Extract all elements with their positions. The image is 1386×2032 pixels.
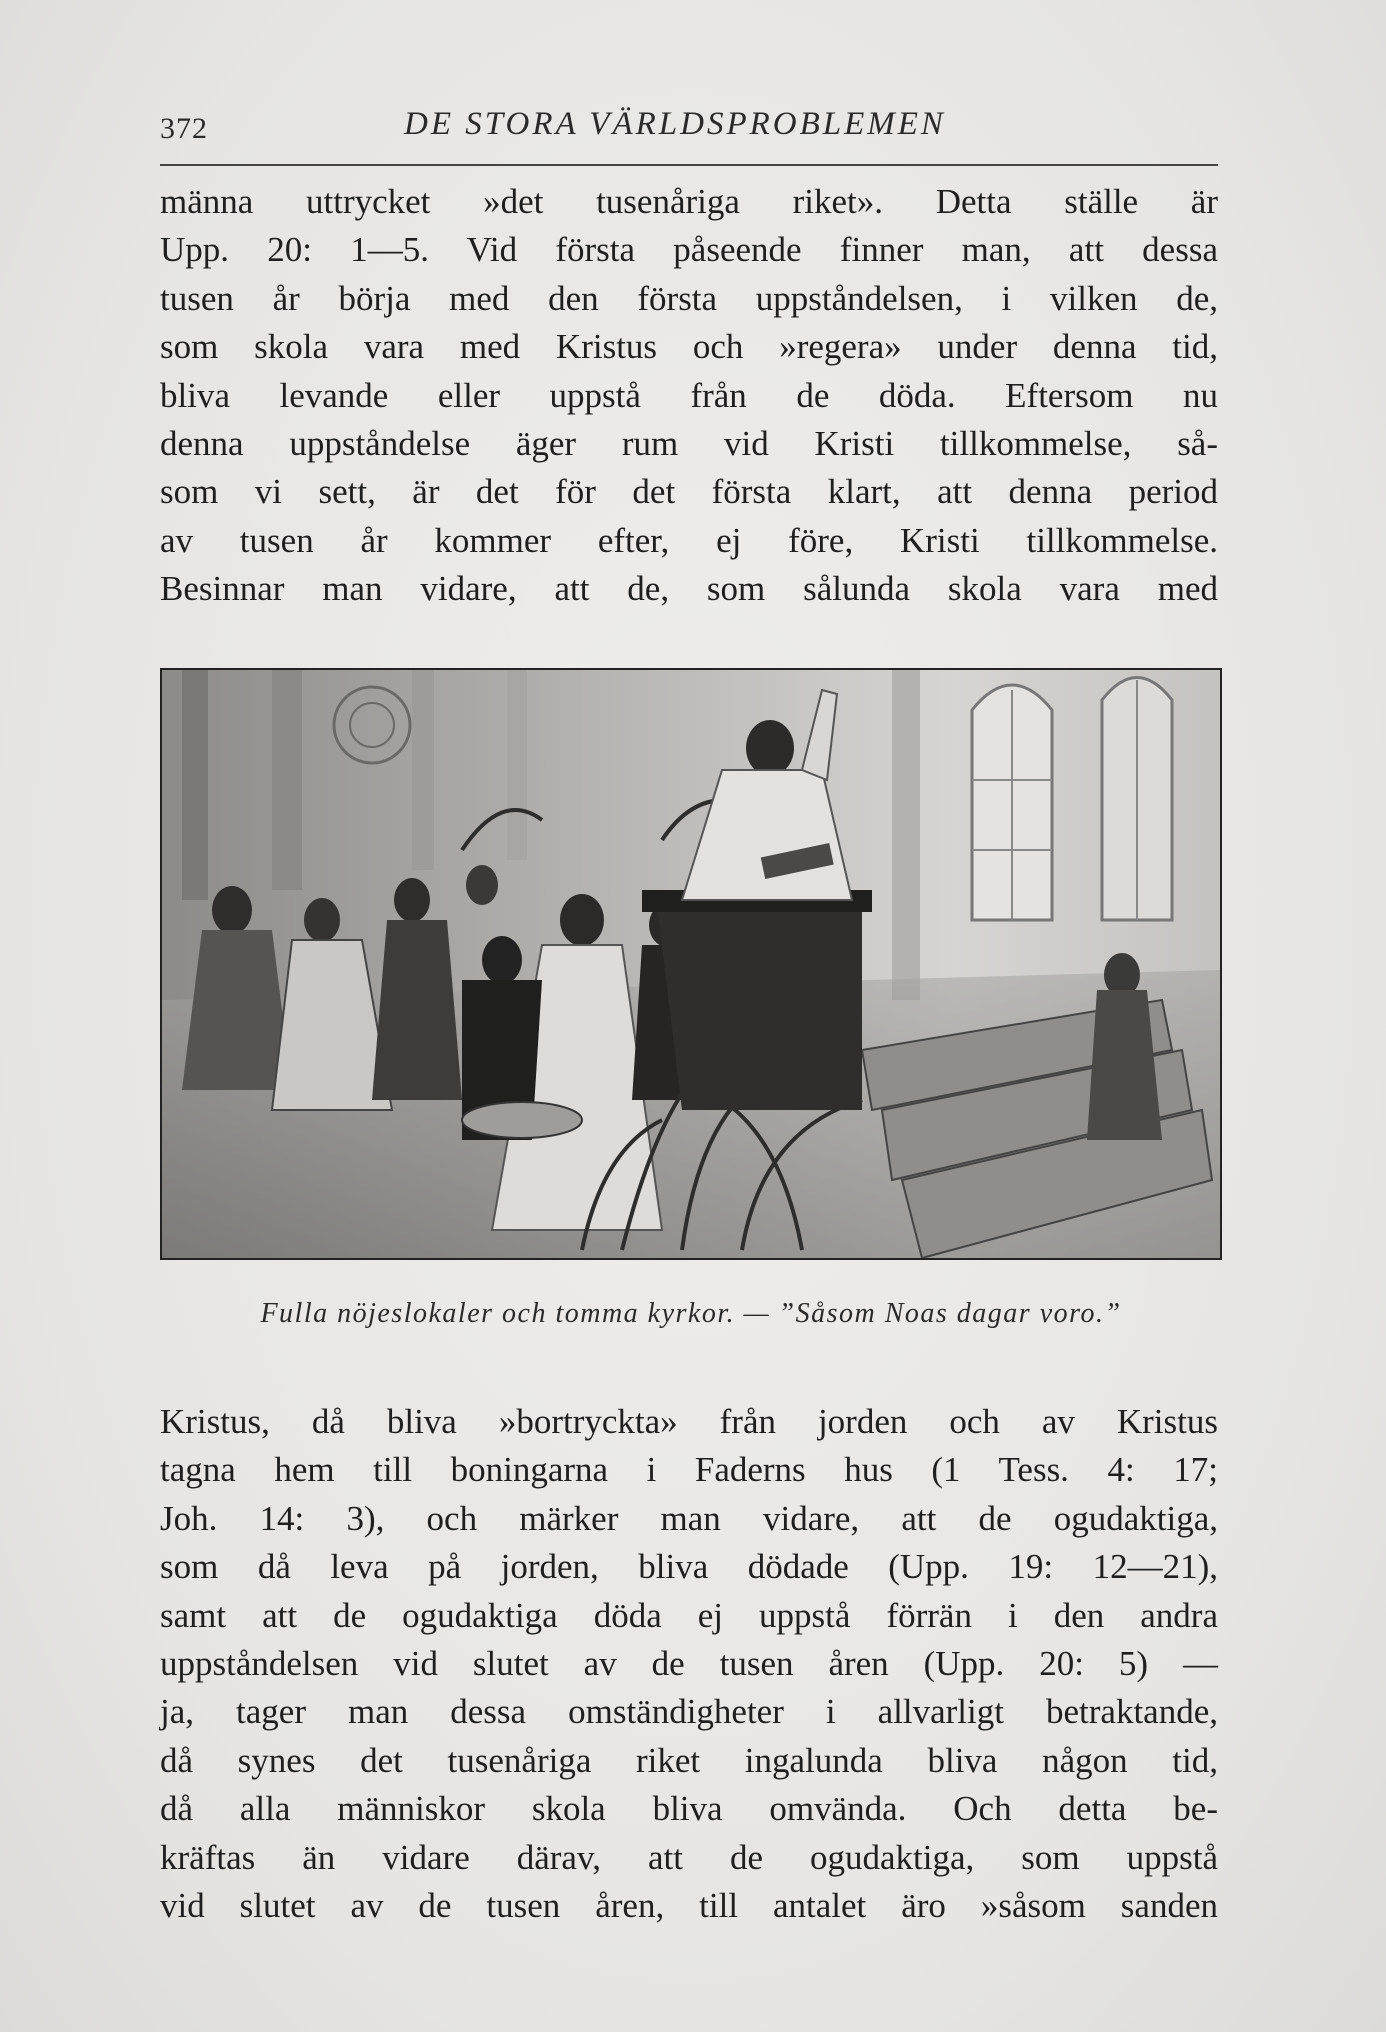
text-line: männa uttrycket »det tusenåriga riket». Detta ställe är	[160, 182, 1218, 221]
text-line: Upp. 20: 1—5. Vid första påseende finner man, att dessa	[160, 230, 1218, 270]
text-line: då alla människor skola bliva omvända. Och detta be-	[160, 1789, 1218, 1829]
text-line: Joh. 14: 3), och märker man vidare, att de ogudaktiga,	[160, 1498, 1218, 1538]
body-text-bottom	[160, 1398, 1218, 1930]
text-line: bliva levande eller uppstå från de döda. Eftersom nu	[160, 375, 1218, 415]
page-header	[160, 104, 1218, 166]
text-line: vid slutet av de tusen åren, till antalet äro »såsom sanden	[160, 1885, 1218, 1925]
running-title: DE STORA VÄRLDSPROBLEMEN	[404, 106, 946, 142]
text-line: som då leva på jorden, bliva dödade (Upp. 19: 12—21),	[160, 1547, 1218, 1587]
text-line: av tusen år kommer efter, ej före, Kristi tillkommelse.	[160, 520, 1218, 560]
text-line: Kristus, då bliva »bortryckta» från jorden och av Kristus	[160, 1402, 1218, 1441]
page-number: 372	[160, 112, 208, 145]
text-line: då synes det tusenåriga riket ingalunda bliva någon tid,	[160, 1740, 1218, 1780]
text-line: uppståndelsen vid slutet av de tusen åren (Upp. 20: 5) —	[160, 1643, 1218, 1683]
text-line: tusen år börja med den första uppståndelsen, i vilken de,	[160, 278, 1218, 318]
text-line: kräftas än vidare därav, att de ogudaktiga, som uppstå	[160, 1837, 1218, 1877]
text-line: tagna hem till boningarna i Faderns hus (1 Tess. 4: 17;	[160, 1450, 1218, 1490]
text-line: ja, tager man dessa omständigheter i allvarligt betraktande,	[160, 1692, 1218, 1732]
text-line: som vi sett, är det för det första klart, att denna period	[160, 472, 1218, 512]
illustration-drawing	[162, 670, 1220, 1258]
engraving-illustration	[160, 668, 1222, 1260]
figure-caption: Fulla nöjeslokaler och tomma kyrkor. — ”Såsom Noas dagar voro.”	[260, 1298, 1122, 1329]
text-line: samt att de ogudaktiga döda ej uppstå förrän i den andra	[160, 1595, 1218, 1635]
text-line: som skola vara med Kristus och »regera» under denna tid,	[160, 327, 1218, 367]
text-line: Besinnar man vidare, att de, som sålunda skola vara med	[160, 569, 1218, 609]
body-text-top	[160, 178, 1218, 614]
text-line: denna uppståndelse äger rum vid Kristi tillkommelse, så-	[160, 423, 1218, 463]
